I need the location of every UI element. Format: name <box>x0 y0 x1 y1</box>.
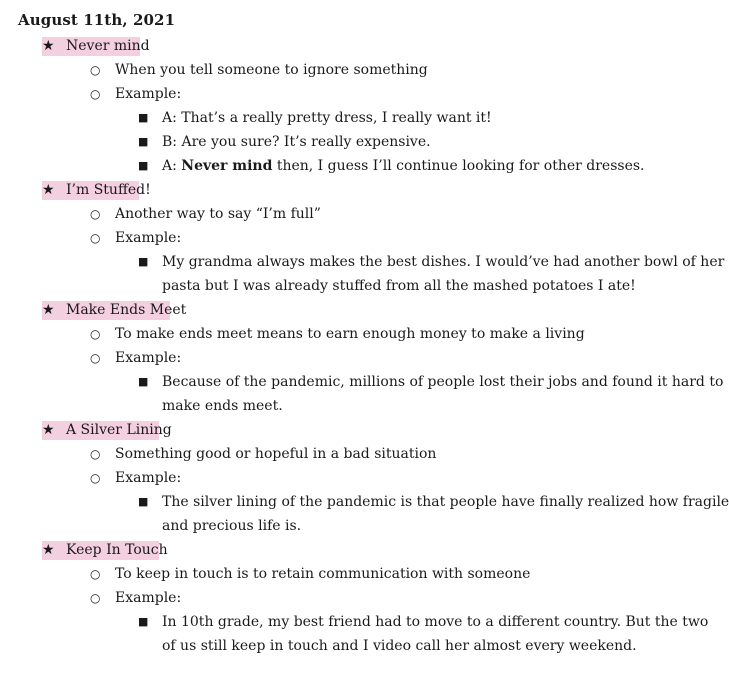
example-text: pasta but I was already stuffed from all the mashed potatoes I ate! <box>162 278 636 294</box>
definition-text: To keep in touch is to retain communication with someone <box>115 566 531 582</box>
star-bullet-icon: ★ <box>42 542 55 558</box>
circle-bullet-icon: ○ <box>90 207 101 221</box>
example-label: Example: <box>115 470 182 486</box>
square-bullet-icon: ■ <box>138 255 149 268</box>
square-bullet-icon: ■ <box>138 615 149 628</box>
idiom-title: Never mind <box>66 38 150 54</box>
example-text: and precious life is. <box>162 518 302 534</box>
definition-text: To make ends meet means to earn enough money to make a living <box>115 326 585 342</box>
star-bullet-icon: ★ <box>42 38 55 54</box>
example-label: Example: <box>115 590 182 606</box>
definition-text: Another way to say “I’m full” <box>115 206 321 222</box>
idiom-emphasis: Never mind <box>181 158 273 174</box>
example-text: of us still keep in touch and I video call her almost every weekend. <box>162 638 637 654</box>
example-label: Example: <box>115 350 182 366</box>
star-bullet-icon: ★ <box>42 182 55 198</box>
example-text: My grandma always makes the best dishes. I would’ve had another bowl of her <box>162 254 725 270</box>
example-label: Example: <box>115 86 182 102</box>
example-label: Example: <box>115 230 182 246</box>
square-bullet-icon: ■ <box>138 495 149 508</box>
idiom-title: Make Ends Meet <box>66 302 187 318</box>
example-text: A: That’s a really pretty dress, I really want it! <box>162 110 492 126</box>
idiom-title: I’m Stuffed! <box>66 182 151 198</box>
circle-bullet-icon: ○ <box>90 591 101 605</box>
example-text <box>162 154 645 178</box>
example-text: In 10th grade, my best friend had to move to a different country. But the two <box>162 614 709 630</box>
idiom-title: A Silver Lining <box>66 422 172 438</box>
idiom-title: Keep In Touch <box>66 542 168 558</box>
square-bullet-icon: ■ <box>138 111 149 124</box>
square-bullet-icon: ■ <box>138 375 149 388</box>
definition-text: When you tell someone to ignore something <box>115 62 428 78</box>
example-text: make ends meet. <box>162 398 283 414</box>
square-bullet-icon: ■ <box>138 159 149 172</box>
star-bullet-icon: ★ <box>42 422 55 438</box>
circle-bullet-icon: ○ <box>90 63 101 77</box>
example-text: The silver lining of the pandemic is that people have finally realized how fragile <box>162 494 729 510</box>
example-text: B: Are you sure? It’s really expensive. <box>162 134 431 150</box>
circle-bullet-icon: ○ <box>90 471 101 485</box>
example-text: Because of the pandemic, millions of people lost their jobs and found it hard to <box>162 374 724 390</box>
document-date: August 11th, 2021 <box>18 11 176 29</box>
circle-bullet-icon: ○ <box>90 327 101 341</box>
circle-bullet-icon: ○ <box>90 567 101 581</box>
example-rest: then, I guess I’ll continue looking for other dresses. <box>272 158 645 174</box>
example-speaker: A: <box>162 158 182 174</box>
circle-bullet-icon: ○ <box>90 447 101 461</box>
circle-bullet-icon: ○ <box>90 87 101 101</box>
circle-bullet-icon: ○ <box>90 231 101 245</box>
star-bullet-icon: ★ <box>42 302 55 318</box>
square-bullet-icon: ■ <box>138 135 149 148</box>
definition-text: Something good or hopeful in a bad situation <box>115 446 437 462</box>
circle-bullet-icon: ○ <box>90 351 101 365</box>
